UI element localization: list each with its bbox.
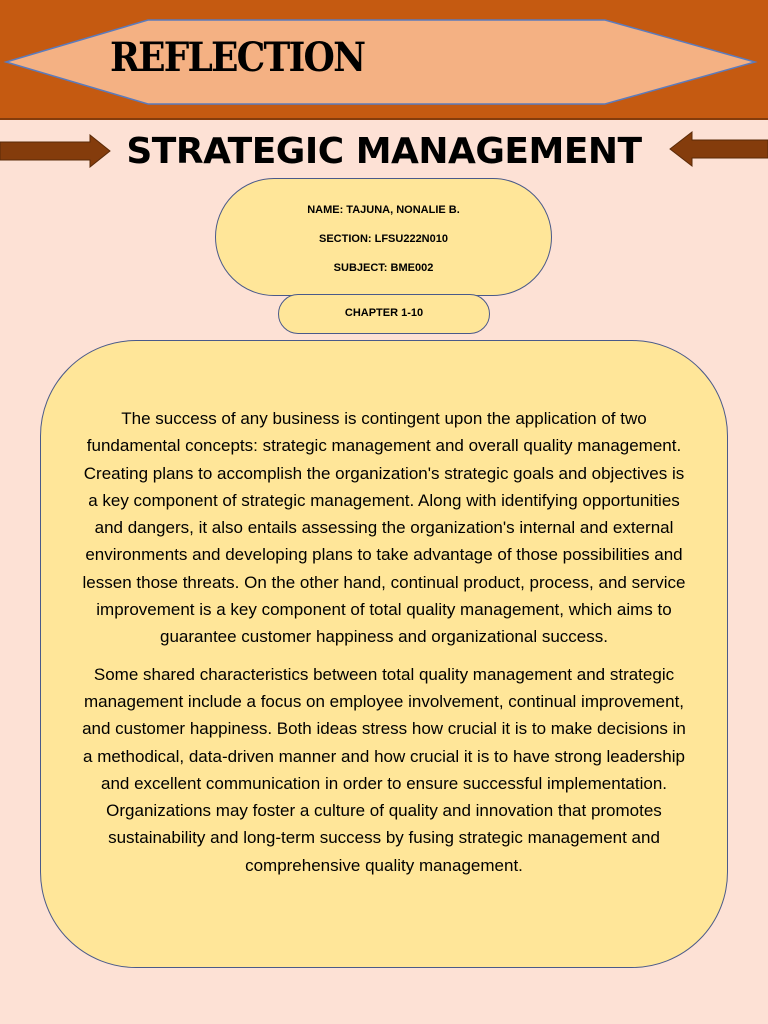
- student-info-card: [215, 178, 552, 296]
- left-arrow-icon: [668, 130, 768, 168]
- student-section: SECTION: LFSU222N010: [319, 233, 448, 245]
- page-title: STRATEGIC MANAGEMENT: [126, 131, 642, 172]
- paragraph-2: Some shared characteristics between total quality management and strategic management include a focus on employee involvement, continual improvement, and customer happiness. Both ideas stress how crucial it is to make decisions in a methodical, data-driven manner and how crucial it is to have strong leadership and excellent communication in order to ensure successful implementation. Organizations may foster a culture of quality and innovation that promotes sustainability and long-term success by fusing strategic management and comprehensive quality management.: [82, 664, 686, 875]
- student-subject: SUBJECT: BME002: [333, 262, 434, 274]
- chapter-label: CHAPTER 1-10: [278, 294, 490, 334]
- student-name: NAME: TAJUNA, NONALIE B.: [307, 204, 460, 216]
- banner-title: REFLECTION: [110, 34, 365, 81]
- paragraph-1: The success of any business is contingent upon the application of two fundamental concepts: strategic management and overall quality management. Creating plans to accomplish the organization's strategic goals and objectives is a key component of strategic management. Along with identifying opportunities and dangers, it also entails assessing the organization's internal and external environments and developing plans to take advantage of those possibilities and lessen those threats. On the other hand, continual product, process, and service improvement is a key component of total quality management, which aims to guarantee customer happiness and organizational success.: [82, 409, 686, 647]
- reflection-banner: [0, 0, 768, 120]
- reflection-content: [40, 340, 728, 968]
